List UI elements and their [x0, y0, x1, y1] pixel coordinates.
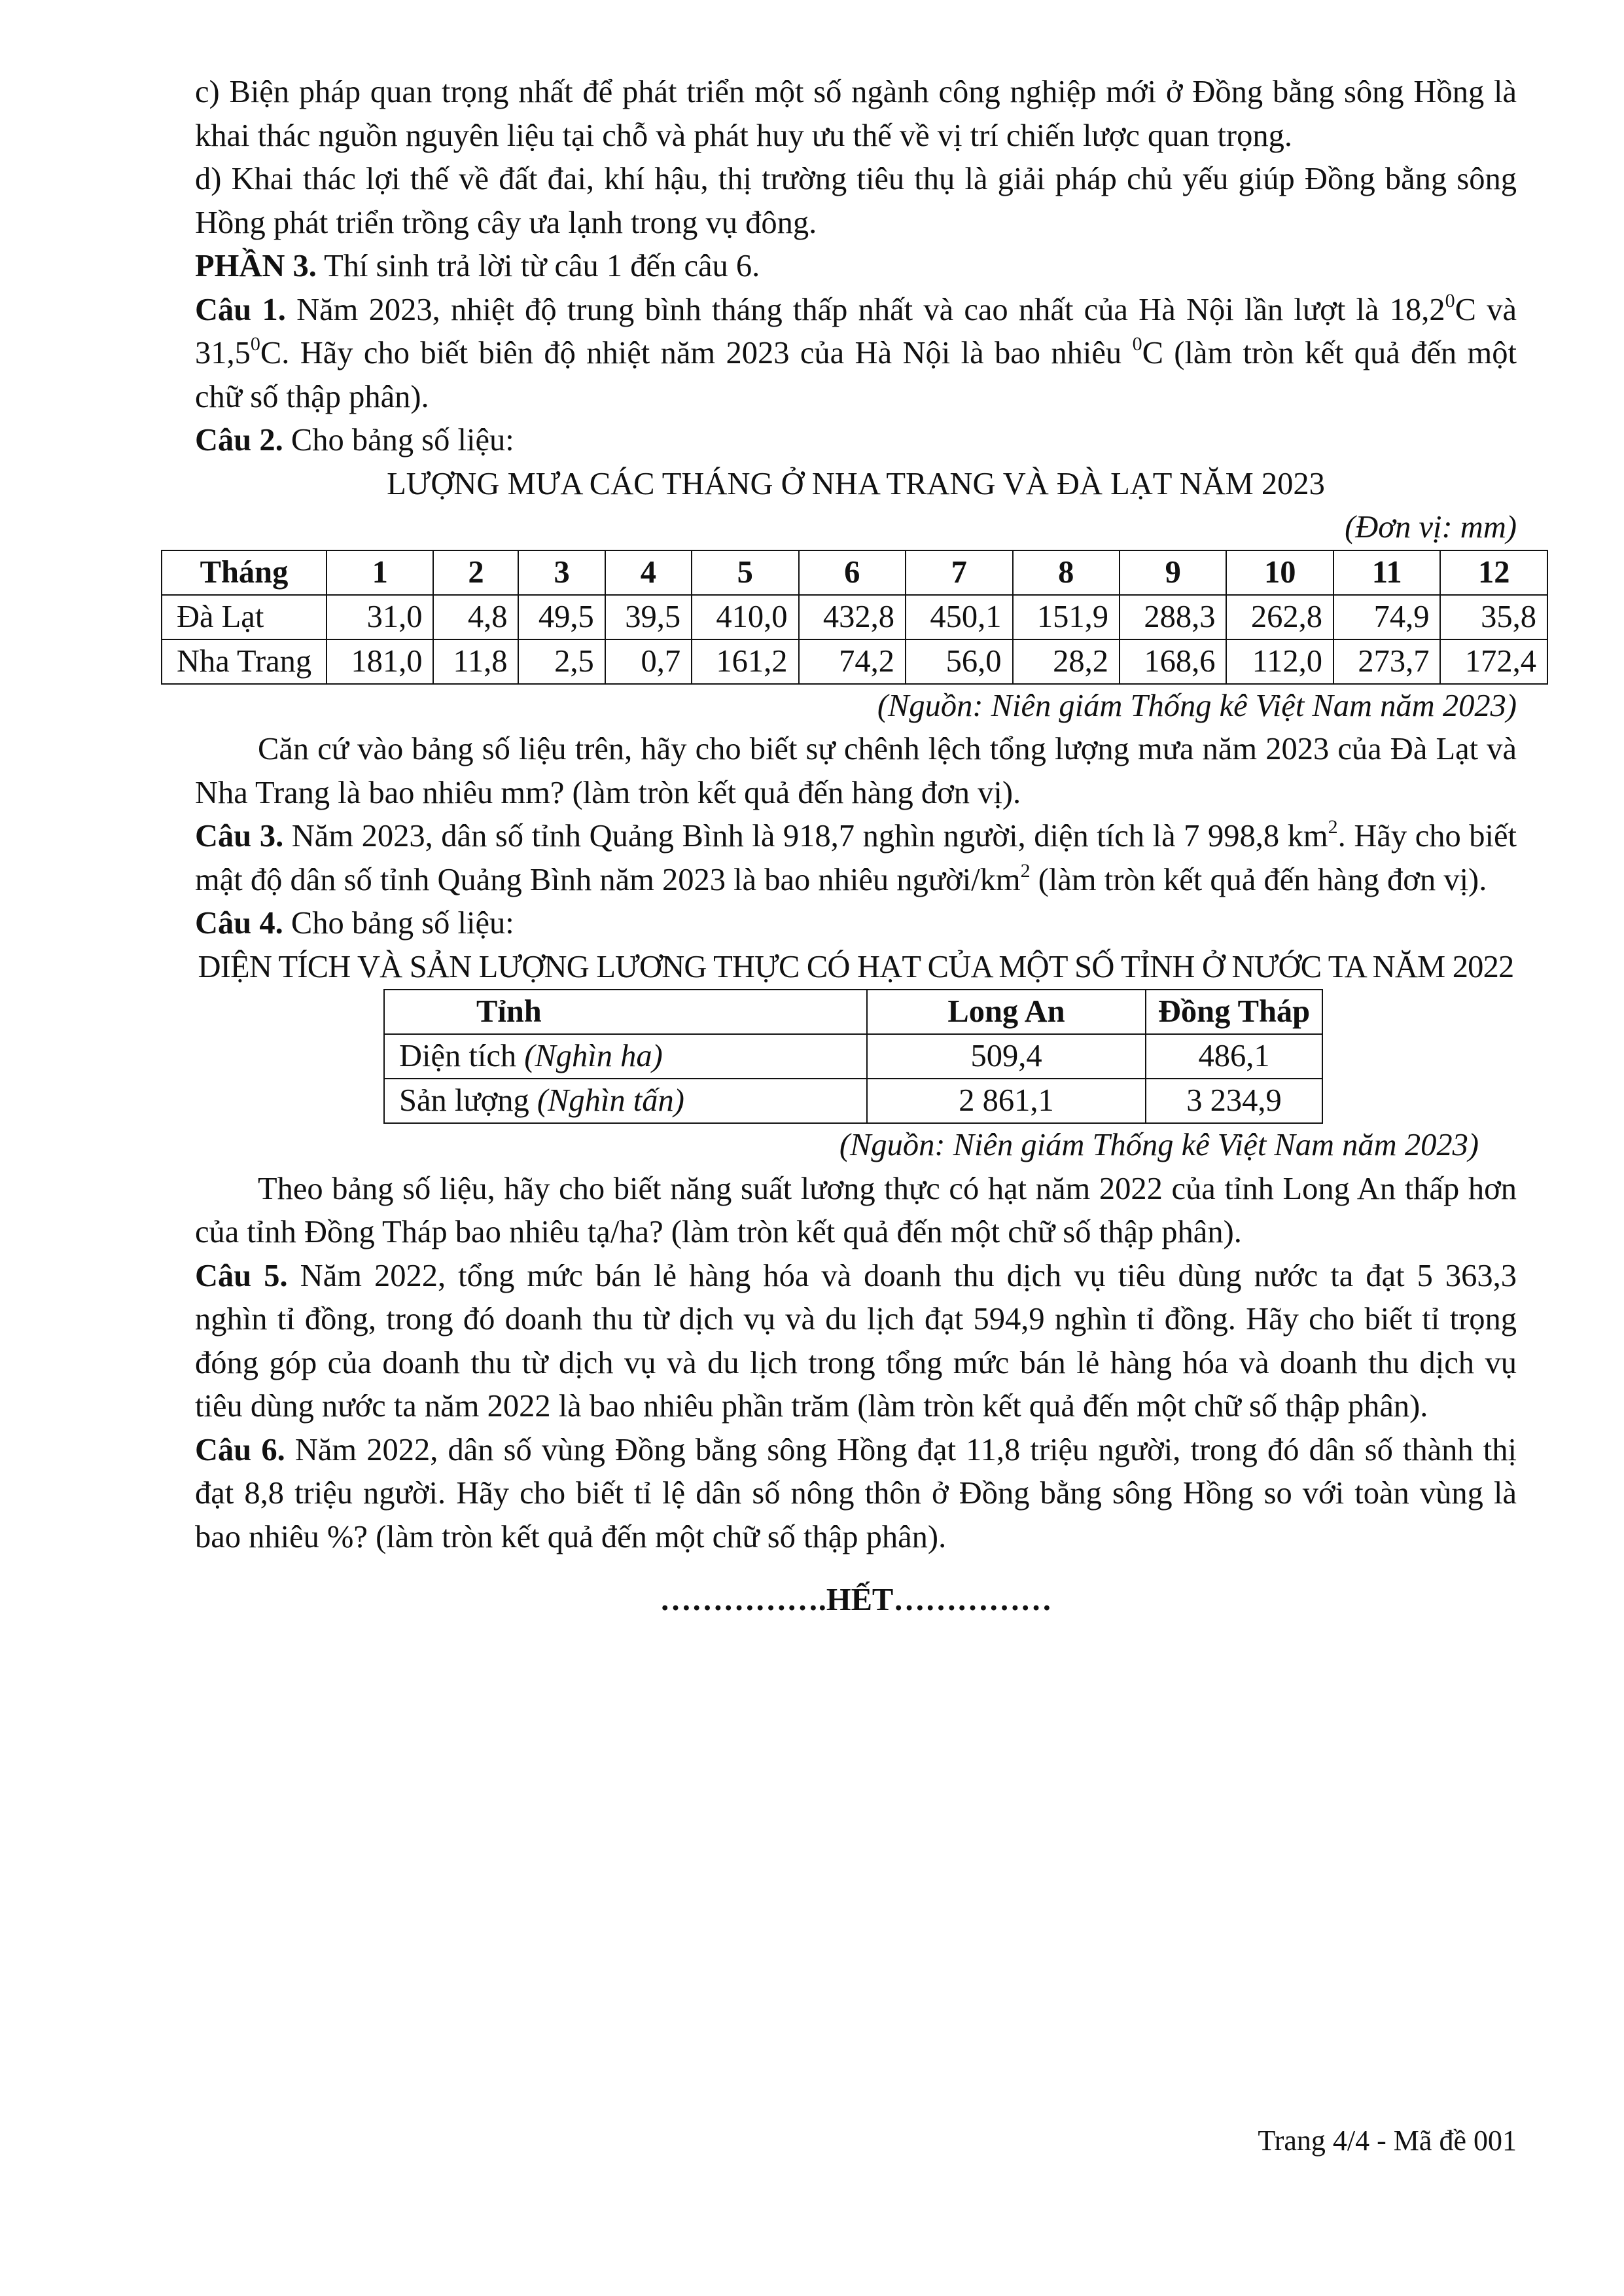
- statement-d-line1: d) Khai thác lợi thế về đất đai, khí hậu, thị trường tiêu thụ là giải pháp chủ yếu giúp Đồng bằng sông: [195, 162, 1517, 196]
- table-cell: 450,1: [906, 595, 1012, 639]
- q2-question-line2: Nha Trang là bao nhiêu mm? (làm tròn kết quả đến hàng đơn vị).: [195, 775, 1021, 810]
- table-cell: 151,9: [1013, 595, 1120, 639]
- q1-text-b: C và: [1455, 292, 1517, 327]
- q2-question-line1: Căn cứ vào bảng số liệu trên, hãy cho biết sự chênh lệch tổng lượng mưa năm 2023 của Đà Lạt và: [258, 732, 1517, 766]
- table-cell: 28,2: [1013, 639, 1120, 684]
- q3-text-b: . Hãy cho biết: [1337, 819, 1517, 853]
- table-cell: 181,0: [327, 639, 433, 684]
- q4-question-line1: Theo bảng số liệu, hãy cho biết năng suất lương thực có hạt năm 2022 của tỉnh Long An thấp hơn: [258, 1171, 1517, 1206]
- q1-text-c: 31,5: [195, 336, 251, 370]
- table-row: [162, 595, 1547, 639]
- q1-line2: [195, 332, 1517, 376]
- header-cell: Tỉnh: [384, 990, 867, 1034]
- header-cell: Long An: [867, 990, 1146, 1034]
- header-cell: Đồng Tháp: [1146, 990, 1322, 1034]
- q3-text-d: (làm tròn kết quả đến hàng đơn vị).: [1030, 862, 1487, 897]
- q5-text: Năm 2022, tổng mức bán lẻ hàng hóa và doanh thu dịch vụ tiêu dùng nước ta đạt 5 363,3: [287, 1258, 1517, 1293]
- end-mark: …………….HẾT……………: [660, 1583, 1052, 1617]
- statement-c-line2: khai thác nguồn nguyên liệu tại chỗ và phát huy ưu thế về vị trí chiến lược quan trọng.: [195, 118, 1292, 153]
- squared-sup: 2: [1020, 859, 1031, 882]
- statement-c-line1: c) Biện pháp quan trọng nhất để phát triển một số ngành công nghiệp mới ở Đồng bằng sông Hồng là: [195, 75, 1517, 109]
- food-header-row: [384, 990, 1322, 1034]
- q6-line3: bao nhiêu %? (làm tròn kết quả đến một chữ số thập phân).: [195, 1519, 947, 1554]
- degree-sup: 0: [1445, 289, 1455, 312]
- q4-intro: Cho bảng số liệu:: [283, 906, 514, 941]
- header-cell: 1: [327, 550, 433, 595]
- degree-sup: 0: [1132, 333, 1142, 355]
- header-cell: 5: [692, 550, 798, 595]
- table-cell: 161,2: [692, 639, 798, 684]
- row-label: Đà Lạt: [162, 595, 327, 639]
- header-cell: 8: [1013, 550, 1120, 595]
- table-cell: 31,0: [327, 595, 433, 639]
- q2-source: (Nguồn: Niên giám Thống kê Việt Nam năm 2023): [877, 688, 1517, 723]
- part3-heading: [195, 245, 1517, 289]
- table-cell: 273,7: [1333, 639, 1440, 684]
- q6-label: Câu 6.: [195, 1432, 285, 1467]
- q2-heading: [195, 419, 1517, 463]
- page-footer: Trang 4/4 - Mã đề 001: [1258, 2125, 1517, 2157]
- table-row: [162, 639, 1547, 684]
- header-cell: 10: [1226, 550, 1333, 595]
- table-cell: 509,4: [867, 1034, 1146, 1079]
- table-cell: 172,4: [1440, 639, 1547, 684]
- q5-line2: nghìn tỉ đồng, trong đó doanh thu từ dịch vụ và du lịch đạt 594,9 nghìn tỉ đồng. Hãy cho biết tỉ trọng: [195, 1302, 1517, 1336]
- q1-text-a: Năm 2023, nhiệt độ trung bình tháng thấp nhất và cao nhất của Hà Nội lần lượt là 18,2: [285, 292, 1445, 327]
- q1-line1: [195, 289, 1517, 332]
- q2-intro: Cho bảng số liệu:: [283, 423, 514, 457]
- row-unit: (Nghìn tấn): [537, 1083, 684, 1118]
- squared-sup: 2: [1328, 816, 1338, 838]
- row-unit: (Nghìn ha): [524, 1039, 663, 1073]
- header-cell: 4: [605, 550, 692, 595]
- rainfall-header-row: [162, 550, 1547, 595]
- q1-text-e: C (làm tròn kết quả đến một: [1142, 336, 1517, 370]
- q1-label: Câu 1.: [195, 292, 286, 327]
- q1-line3: chữ số thập phân).: [195, 379, 429, 414]
- table-cell: 49,5: [518, 595, 605, 639]
- header-cell: 7: [906, 550, 1012, 595]
- q4-table-title: DIỆN TÍCH VÀ SẢN LƯỢNG LƯƠNG THỰC CÓ HẠT CỦA MỘT SỐ TỈNH Ở NƯỚC TA NĂM 2022: [198, 949, 1514, 984]
- table-cell: 74,9: [1333, 595, 1440, 639]
- table-cell: 168,6: [1120, 639, 1226, 684]
- row-name: Sản lượng: [399, 1083, 537, 1118]
- table-cell: 0,7: [605, 639, 692, 684]
- table-cell: 410,0: [692, 595, 798, 639]
- q2-table-title: LƯỢNG MƯA CÁC THÁNG Ở NHA TRANG VÀ ĐÀ LẠT NĂM 2023: [387, 466, 1325, 501]
- q5-line3: đóng góp của doanh thu từ dịch vụ và du lịch trong tổng mức bán lẻ hàng hóa và doanh thu dịch vụ: [195, 1345, 1517, 1380]
- q5-label: Câu 5.: [195, 1258, 288, 1293]
- q2-label: Câu 2.: [195, 423, 283, 457]
- table-cell: 432,8: [799, 595, 906, 639]
- q6-line1: [195, 1429, 1517, 1473]
- table-cell: 35,8: [1440, 595, 1547, 639]
- q4-label: Câu 4.: [195, 906, 283, 941]
- table-cell: 2 861,1: [867, 1079, 1146, 1123]
- table-cell: 39,5: [605, 595, 692, 639]
- table-cell: 11,8: [433, 639, 518, 684]
- q3-text-c: mật độ dân số tỉnh Quảng Bình năm 2023 là bao nhiêu người/km: [195, 862, 1021, 897]
- table-cell: 4,8: [433, 595, 518, 639]
- table-cell: 486,1: [1146, 1034, 1322, 1079]
- q3-line1: [195, 815, 1517, 859]
- part3-intro: Thí sinh trả lời từ câu 1 đến câu 6.: [316, 249, 760, 283]
- row-name: Diện tích: [399, 1039, 525, 1073]
- q5-line4: tiêu dùng nước ta năm 2022 là bao nhiêu phần trăm (làm tròn kết quả đến một chữ số thập phân).: [195, 1389, 1428, 1424]
- table-row: [384, 1079, 1322, 1123]
- row-label: [384, 1079, 867, 1123]
- q2-unit: (Đơn vị: mm): [1345, 510, 1517, 545]
- q3-text-a: Năm 2023, dân số tỉnh Quảng Bình là 918,7 nghìn người, diện tích là 7 998,8 km: [283, 819, 1328, 853]
- part3-title: PHẦN 3.: [195, 249, 317, 283]
- table-cell: 74,2: [799, 639, 906, 684]
- table-cell: 112,0: [1226, 639, 1333, 684]
- q1-text-d: C. Hãy cho biết biên độ nhiệt năm 2023 của Hà Nội là bao nhiêu: [260, 336, 1133, 370]
- q4-source: (Nguồn: Niên giám Thống kê Việt Nam năm 2023): [839, 1128, 1479, 1162]
- header-cell: 6: [799, 550, 906, 595]
- exam-page: [177, 71, 1536, 1617]
- header-cell: Tháng: [162, 550, 327, 595]
- q3-label: Câu 3.: [195, 819, 284, 853]
- q4-question-line2: của tỉnh Đồng Tháp bao nhiêu tạ/ha? (làm tròn kết quả đến một chữ số thập phân).: [195, 1215, 1242, 1249]
- table-cell: 3 234,9: [1146, 1079, 1322, 1123]
- header-cell: 12: [1440, 550, 1547, 595]
- row-label: [384, 1034, 867, 1079]
- header-cell: 9: [1120, 550, 1226, 595]
- row-label: Nha Trang: [162, 639, 327, 684]
- food-table: [383, 989, 1323, 1124]
- table-cell: 2,5: [518, 639, 605, 684]
- q3-line2: [195, 859, 1517, 903]
- table-row: [384, 1034, 1322, 1079]
- statement-d-line2: Hồng phát triển trồng cây ưa lạnh trong vụ đông.: [195, 205, 817, 240]
- table-cell: 262,8: [1226, 595, 1333, 639]
- header-cell: 2: [433, 550, 518, 595]
- q6-line2: đạt 8,8 triệu người. Hãy cho biết tỉ lệ dân số nông thôn ở Đồng bằng sông Hồng so với toàn vùng là: [195, 1476, 1517, 1511]
- q6-text: Năm 2022, dân số vùng Đồng bằng sông Hồng đạt 11,8 triệu người, trong đó dân số thành thị: [285, 1432, 1517, 1467]
- rainfall-table: [161, 550, 1548, 685]
- q5-line1: [195, 1255, 1517, 1299]
- degree-sup: 0: [250, 333, 260, 355]
- table-cell: 288,3: [1120, 595, 1226, 639]
- header-cell: 3: [518, 550, 605, 595]
- table-cell: 56,0: [906, 639, 1012, 684]
- q4-heading: [195, 902, 1517, 946]
- header-cell: 11: [1333, 550, 1440, 595]
